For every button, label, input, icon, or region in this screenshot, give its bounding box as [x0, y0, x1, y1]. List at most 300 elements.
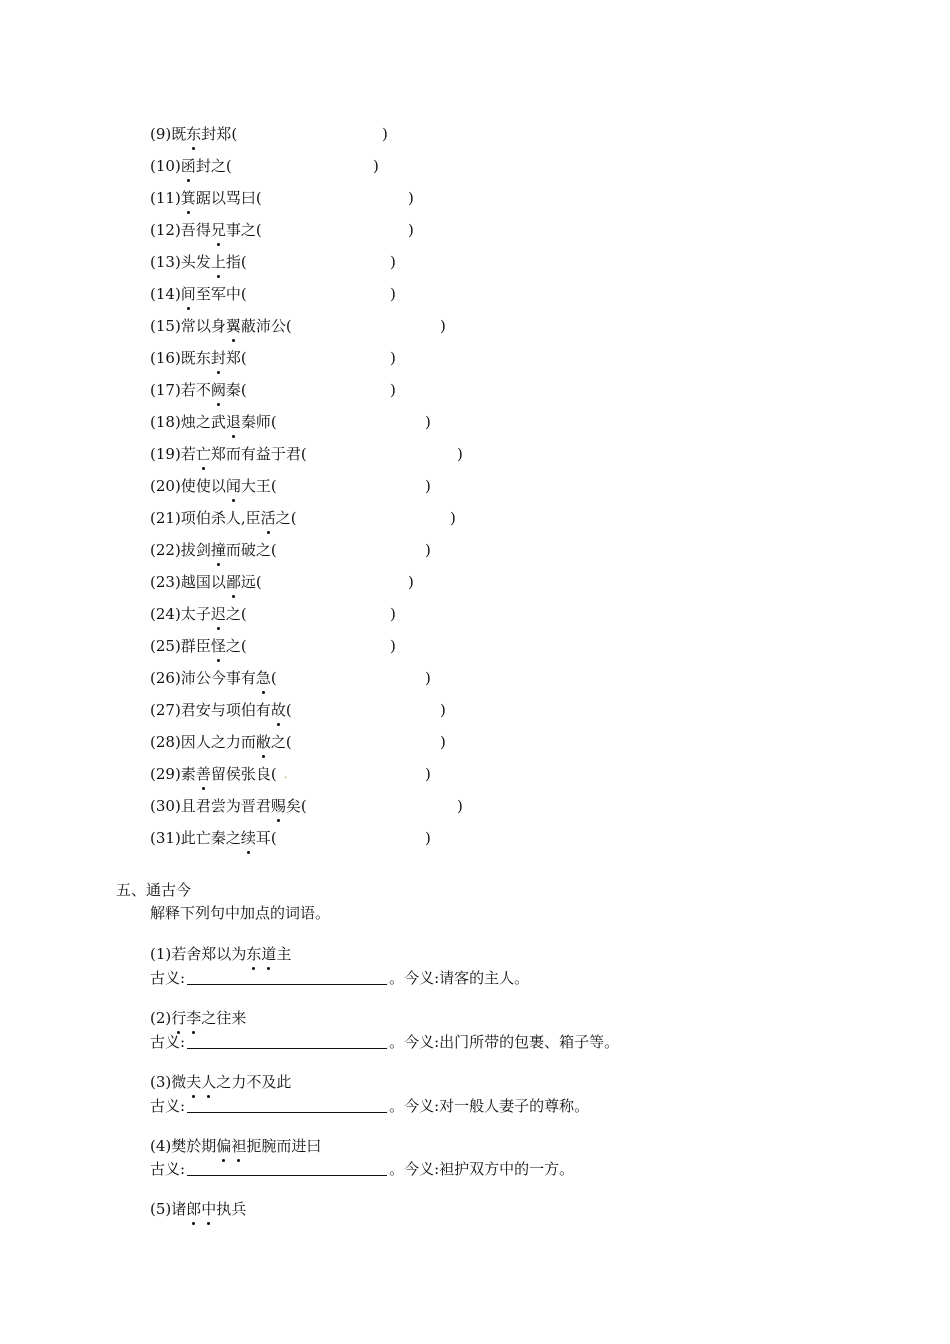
sentence-char: 行 [171, 1008, 186, 1028]
section-title: 五、通古今 [116, 881, 192, 899]
question-sentence [171, 945, 291, 963]
sentence-char: 指 [225, 253, 241, 271]
sentence-char: 袒 [231, 1136, 246, 1156]
sentence-char: 夫 [186, 1072, 201, 1092]
question-number: (1) [150, 945, 172, 963]
question-sentence [181, 381, 241, 399]
question-number: (10) [150, 157, 181, 175]
sentence-char: 中 [201, 1199, 216, 1219]
emphasis-dot-icon [277, 819, 280, 822]
vocab-question [150, 1199, 246, 1219]
sentence-char: 以 [210, 189, 226, 207]
question-item [150, 796, 469, 818]
sentence-char: 臣 [195, 637, 211, 655]
emphasis-dot-icon [262, 691, 265, 694]
answer-open-paren: ( [231, 125, 238, 143]
emphasis-dot-icon [217, 563, 220, 566]
sentence-char: 主 [276, 945, 292, 963]
question-item [150, 380, 402, 402]
answer-close-paren: ) [425, 669, 431, 687]
answer-close-paren: ) [425, 765, 431, 783]
sentence-char: 君 [195, 797, 211, 815]
question-sentence [181, 189, 256, 207]
sentence-char: 留 [210, 765, 226, 783]
question-sentence [181, 477, 271, 495]
sentence-char: 闻 [226, 476, 241, 496]
sentence-char: 得 [195, 221, 211, 239]
sentence-char: 素 [180, 765, 196, 783]
sentence-char: 矣 [285, 797, 301, 815]
answer-close-paren: ) [390, 285, 396, 303]
question-sentence [181, 221, 256, 239]
sentence-char: 东 [195, 349, 211, 367]
answer-close-paren: ) [450, 509, 456, 527]
sentence-char: 至 [195, 285, 211, 303]
sentence-char: 王 [255, 477, 271, 495]
sentence-char: 沛 [180, 669, 196, 687]
answer-close-paren: ) [425, 477, 431, 495]
emphasis-dot-icon [232, 595, 235, 598]
sentence-char: 箕 [181, 188, 196, 208]
question-number: (3) [150, 1073, 172, 1091]
emphasis-dot-icon [232, 339, 235, 342]
sentence-char: 于 [270, 445, 286, 463]
sentence-char: 既 [171, 125, 187, 143]
question-item [150, 220, 420, 242]
sentence-char: 执 [216, 1200, 232, 1218]
sentence-char: 使 [195, 477, 211, 495]
answer-close-paren: ) [440, 733, 446, 751]
sentence-char: 舍 [186, 945, 202, 963]
question-sentence [181, 669, 271, 687]
sentence-char: 东 [246, 944, 261, 964]
question-number: (5) [150, 1200, 172, 1218]
question-item [150, 316, 452, 338]
question-number: (13) [150, 253, 181, 271]
meaning-answer-row [150, 1159, 574, 1179]
emphasis-dot-icon [217, 403, 220, 406]
question-number: (29) [150, 765, 181, 783]
sentence-char: 进 [291, 1137, 307, 1155]
sentence-char: 退 [226, 412, 241, 432]
sentence-char: 之 [255, 541, 271, 559]
sentence-char: 之 [240, 221, 256, 239]
sentence-char: 国 [195, 573, 211, 591]
answer-open-paren: ( [300, 445, 307, 463]
sentence-char: 以 [210, 477, 226, 495]
question-item [150, 124, 394, 146]
sentence-char: 郑 [225, 349, 241, 367]
sentence-char: 杀 [210, 509, 226, 527]
answer-close-paren: ) [425, 413, 431, 431]
sentence-char: 善 [196, 764, 211, 784]
question-sentence [171, 1009, 246, 1027]
modern-meaning-text: 。今义:对一般人妻子的尊称。 [389, 1097, 590, 1115]
answer-close-paren: ) [425, 541, 431, 559]
answer-open-paren: ( [255, 189, 262, 207]
emphasis-dot-icon [192, 147, 195, 150]
question-number: (25) [150, 637, 181, 655]
ancient-meaning-blank[interactable] [187, 1034, 387, 1049]
emphasis-dot-icon [192, 1222, 195, 1225]
question-sentence [181, 829, 271, 847]
sentence-char: 尝 [210, 797, 226, 815]
sentence-char: 亡 [195, 829, 211, 847]
question-number: (30) [150, 797, 181, 815]
answer-close-paren: ) [373, 157, 379, 175]
question-sentence [181, 253, 241, 271]
question-item [150, 284, 402, 306]
question-number: (20) [150, 477, 181, 495]
sentence-char: 益 [255, 445, 271, 463]
emphasis-dot-icon [217, 627, 220, 630]
sentence-char: 吾 [180, 221, 196, 239]
sentence-char: 张 [240, 765, 256, 783]
vocab-question [150, 1008, 246, 1028]
emphasis-dot-icon [202, 787, 205, 790]
question-sentence [181, 413, 271, 431]
question-number: (4) [150, 1137, 172, 1155]
modern-meaning-text: 。今义:请客的主人。 [389, 969, 530, 987]
sentence-char: 曰 [306, 1137, 322, 1155]
sentence-char: 封 [195, 157, 211, 175]
sentence-char: 公 [270, 317, 286, 335]
emphasis-dot-icon [217, 243, 220, 246]
vocab-question [150, 944, 291, 964]
question-item [150, 348, 402, 370]
question-sentence [181, 765, 271, 783]
sentence-char: 常 [180, 317, 196, 335]
question-number: (28) [150, 733, 181, 751]
question-item [150, 156, 385, 178]
question-item [150, 700, 452, 722]
sentence-char: 间 [181, 284, 196, 304]
question-number: (2) [150, 1009, 172, 1027]
sentence-char: 之 [201, 1009, 217, 1027]
answer-open-paren: ( [255, 573, 262, 591]
vocab-question [150, 1136, 321, 1156]
meaning-answer-row [150, 1096, 589, 1116]
sentence-char: 侯 [225, 765, 241, 783]
answer-close-paren: ) [408, 221, 414, 239]
emphasis-dot-icon [232, 499, 235, 502]
emphasis-dot-icon [232, 435, 235, 438]
question-sentence [181, 509, 291, 527]
question-number: (26) [150, 669, 181, 687]
question-item [150, 604, 402, 626]
answer-open-paren: ( [270, 413, 277, 431]
sentence-char: 活 [261, 508, 276, 528]
sentence-char: 为 [231, 945, 247, 963]
sentence-char: 骂 [225, 189, 241, 207]
question-number: (19) [150, 445, 181, 463]
sentence-char: 函 [181, 156, 196, 176]
question-number: (24) [150, 605, 181, 623]
answer-open-paren: ( [285, 701, 292, 719]
sentence-char: 兄 [211, 220, 226, 240]
section-instruction: 解释下列句中加点的词语。 [150, 904, 331, 922]
question-sentence [181, 349, 241, 367]
sentence-char: 若 [171, 945, 187, 963]
question-item [150, 668, 437, 690]
emphasis-dot-icon [267, 531, 270, 534]
emphasis-dot-icon [217, 659, 220, 662]
sentence-char: 公 [195, 669, 211, 687]
modern-meaning-text: 。今义:袒护双方中的一方。 [389, 1160, 575, 1178]
sentence-char: 樊 [171, 1137, 187, 1155]
sentence-char: 之 [275, 509, 291, 527]
answer-close-paren: ) [457, 797, 463, 815]
sentence-char: 破 [240, 541, 256, 559]
sentence-char: 郎 [186, 1199, 201, 1219]
question-sentence [171, 125, 231, 143]
question-sentence [181, 157, 226, 175]
sentence-char: 大 [240, 477, 256, 495]
answer-open-paren: ( [240, 349, 247, 367]
ancient-meaning-label: 古义: [150, 1097, 186, 1115]
emphasis-dot-icon [262, 755, 265, 758]
question-sentence [181, 285, 241, 303]
meaning-answer-row [150, 1032, 619, 1052]
sentence-char: 臣 [245, 509, 261, 527]
question-sentence [181, 797, 301, 815]
sentence-char: 子 [195, 605, 211, 623]
sentence-char: 力 [231, 1073, 247, 1091]
answer-open-paren: ( [240, 637, 247, 655]
sentence-char: , [240, 509, 246, 527]
sentence-char: 之 [225, 605, 241, 623]
sentence-char: 而 [225, 541, 241, 559]
sentence-char: 有 [240, 669, 256, 687]
sentence-char: 封 [201, 125, 217, 143]
ancient-meaning-blank[interactable] [187, 1098, 387, 1113]
sentence-char: 伯 [240, 701, 256, 719]
answer-close-paren: ) [390, 381, 396, 399]
answer-close-paren: ) [390, 253, 396, 271]
sentence-char: 之 [225, 637, 241, 655]
ancient-meaning-label: 古义: [150, 969, 186, 987]
sentence-char: 力 [225, 733, 241, 751]
question-number: (12) [150, 221, 181, 239]
answer-open-paren: ( [240, 381, 247, 399]
sentence-char: 今 [210, 669, 226, 687]
question-sentence [181, 701, 286, 719]
sentence-char: 腕 [261, 1137, 277, 1155]
question-number: (9) [150, 125, 172, 143]
question-sentence [171, 1073, 291, 1091]
sentence-char: 以 [210, 573, 226, 591]
sentence-char: 沛 [255, 317, 271, 335]
sentence-char: 之 [210, 733, 226, 751]
sentence-char: 东 [186, 124, 201, 144]
sentence-char: 之 [216, 1073, 232, 1091]
sentence-char: 太 [180, 605, 196, 623]
meaning-answer-row [150, 968, 529, 988]
sentence-char: 之 [270, 733, 286, 751]
sentence-char: 军 [210, 285, 226, 303]
sentence-char: 微 [171, 1073, 187, 1091]
answer-open-paren: ( [270, 765, 277, 783]
sentence-char: 期 [201, 1137, 217, 1155]
question-number: (31) [150, 829, 181, 847]
sentence-char: 郑 [210, 445, 226, 463]
sentence-char: 踞 [195, 189, 211, 207]
emphasis-dot-icon [217, 275, 220, 278]
sentence-char: 封 [211, 348, 226, 368]
sentence-char: 秦 [210, 829, 226, 847]
sentence-char: 事 [225, 221, 241, 239]
sentence-char: 烛 [180, 413, 196, 431]
answer-close-paren: ) [390, 605, 396, 623]
question-number: (27) [150, 701, 181, 719]
sentence-char: 发 [195, 253, 211, 271]
question-item [150, 508, 462, 530]
answer-close-paren: ) [390, 349, 396, 367]
sentence-char: 且 [180, 797, 196, 815]
answer-open-paren: ( [270, 541, 277, 559]
sentence-char: 中 [225, 285, 241, 303]
question-number: (11) [150, 189, 181, 207]
question-item [150, 476, 437, 498]
emphasis-dot-icon [187, 179, 190, 182]
sentence-char: 怪 [211, 636, 226, 656]
sentence-char: 郑 [216, 125, 232, 143]
question-item [150, 540, 437, 562]
emphasis-dot-icon [187, 307, 190, 310]
answer-open-paren: ( [240, 285, 247, 303]
answer-open-paren: ( [285, 317, 292, 335]
answer-close-paren: ) [408, 189, 414, 207]
question-sentence [181, 445, 301, 463]
question-number: (17) [150, 381, 181, 399]
sentence-char: 以 [195, 317, 211, 335]
sentence-char: 故 [271, 700, 286, 720]
question-number: (22) [150, 541, 181, 559]
question-item [150, 252, 402, 274]
sentence-char: 安 [195, 701, 211, 719]
question-sentence [171, 1200, 246, 1218]
emphasis-dot-icon [187, 211, 190, 214]
answer-open-paren: ( [225, 157, 232, 175]
answer-close-paren: ) [457, 445, 463, 463]
sentence-char: 身 [210, 317, 226, 335]
question-item [150, 572, 420, 594]
sentence-char: 越 [180, 573, 196, 591]
sentence-char: 头 [180, 253, 196, 271]
answer-close-paren: ) [425, 829, 431, 847]
sentence-char: 远 [240, 573, 256, 591]
sentence-char: 郑 [201, 945, 217, 963]
sentence-char: 诸 [171, 1200, 187, 1218]
sentence-char: 扼 [246, 1137, 262, 1155]
sentence-char: 蔽 [240, 317, 256, 335]
sentence-char: 往 [216, 1009, 232, 1027]
answer-open-paren: ( [270, 477, 277, 495]
emphasis-dot-icon [217, 371, 220, 374]
sentence-char: 若 [180, 445, 196, 463]
emphasis-dot-icon [247, 851, 250, 854]
question-number: (14) [150, 285, 181, 303]
sentence-char: 秦 [225, 381, 241, 399]
sentence-char: 李 [186, 1008, 201, 1028]
sentence-char: 曰 [240, 189, 256, 207]
question-item [150, 444, 469, 466]
question-item [150, 412, 437, 434]
question-sentence [181, 317, 286, 335]
sentence-char: 秦 [240, 413, 256, 431]
question-item [150, 828, 437, 850]
emphasis-dot-icon [207, 1222, 210, 1225]
sentence-char: 君 [180, 701, 196, 719]
sentence-char: 上 [211, 252, 226, 272]
sentence-char: 翼 [226, 316, 241, 336]
sentence-char: 因 [180, 733, 196, 751]
question-sentence [181, 573, 256, 591]
question-sentence [181, 541, 271, 559]
modern-meaning-text: 。今义:出门所带的包裹、箱子等。 [389, 1033, 620, 1051]
sentence-char: 迟 [211, 604, 226, 624]
question-sentence [181, 637, 241, 655]
answer-open-paren: ( [240, 253, 247, 271]
sentence-char: 拔 [180, 541, 196, 559]
sentence-char: 剑 [195, 541, 211, 559]
sentence-char: 之 [210, 157, 226, 175]
ancient-meaning-blank[interactable] [187, 970, 387, 985]
sentence-char: 项 [225, 701, 241, 719]
answer-close-paren: ) [440, 317, 446, 335]
sentence-char: 此 [180, 829, 196, 847]
vocab-question [150, 1072, 291, 1092]
answer-close-paren: ) [390, 637, 396, 655]
ancient-meaning-blank[interactable] [187, 1161, 387, 1176]
sentence-char: 於 [186, 1137, 202, 1155]
sentence-char: 阙 [211, 380, 226, 400]
sentence-char: 以 [216, 945, 232, 963]
sentence-char: 撞 [211, 540, 226, 560]
sentence-char: 此 [276, 1073, 292, 1091]
sentence-char: 良 [255, 765, 271, 783]
sentence-char: 人 [225, 509, 241, 527]
question-sentence [171, 1137, 321, 1155]
sentence-char: 不 [195, 381, 211, 399]
question-item [150, 188, 420, 210]
question-number: (18) [150, 413, 181, 431]
sentence-char: 武 [210, 413, 226, 431]
sentence-char: 有 [240, 445, 256, 463]
ink-mark: · [284, 771, 288, 784]
sentence-char: 兵 [231, 1200, 247, 1218]
sentence-char: 之 [195, 413, 211, 431]
ancient-meaning-label: 古义: [150, 1160, 186, 1178]
sentence-char: 急 [256, 668, 271, 688]
answer-open-paren: ( [255, 221, 262, 239]
sentence-char: 群 [180, 637, 196, 655]
sentence-char: 使 [180, 477, 196, 495]
answer-open-paren: ( [270, 829, 277, 847]
sentence-char: 鄙 [226, 572, 241, 592]
sentence-char: 偏 [216, 1136, 231, 1156]
answer-open-paren: ( [285, 733, 292, 751]
question-number: (15) [150, 317, 181, 335]
sentence-char: 晋 [240, 797, 256, 815]
sentence-char: 与 [210, 701, 226, 719]
emphasis-dot-icon [202, 467, 205, 470]
sentence-char: 亡 [196, 444, 211, 464]
sentence-char: 道 [261, 944, 276, 964]
sentence-char: 人 [201, 1072, 216, 1092]
question-sentence [181, 605, 241, 623]
sentence-char: 之 [225, 829, 241, 847]
